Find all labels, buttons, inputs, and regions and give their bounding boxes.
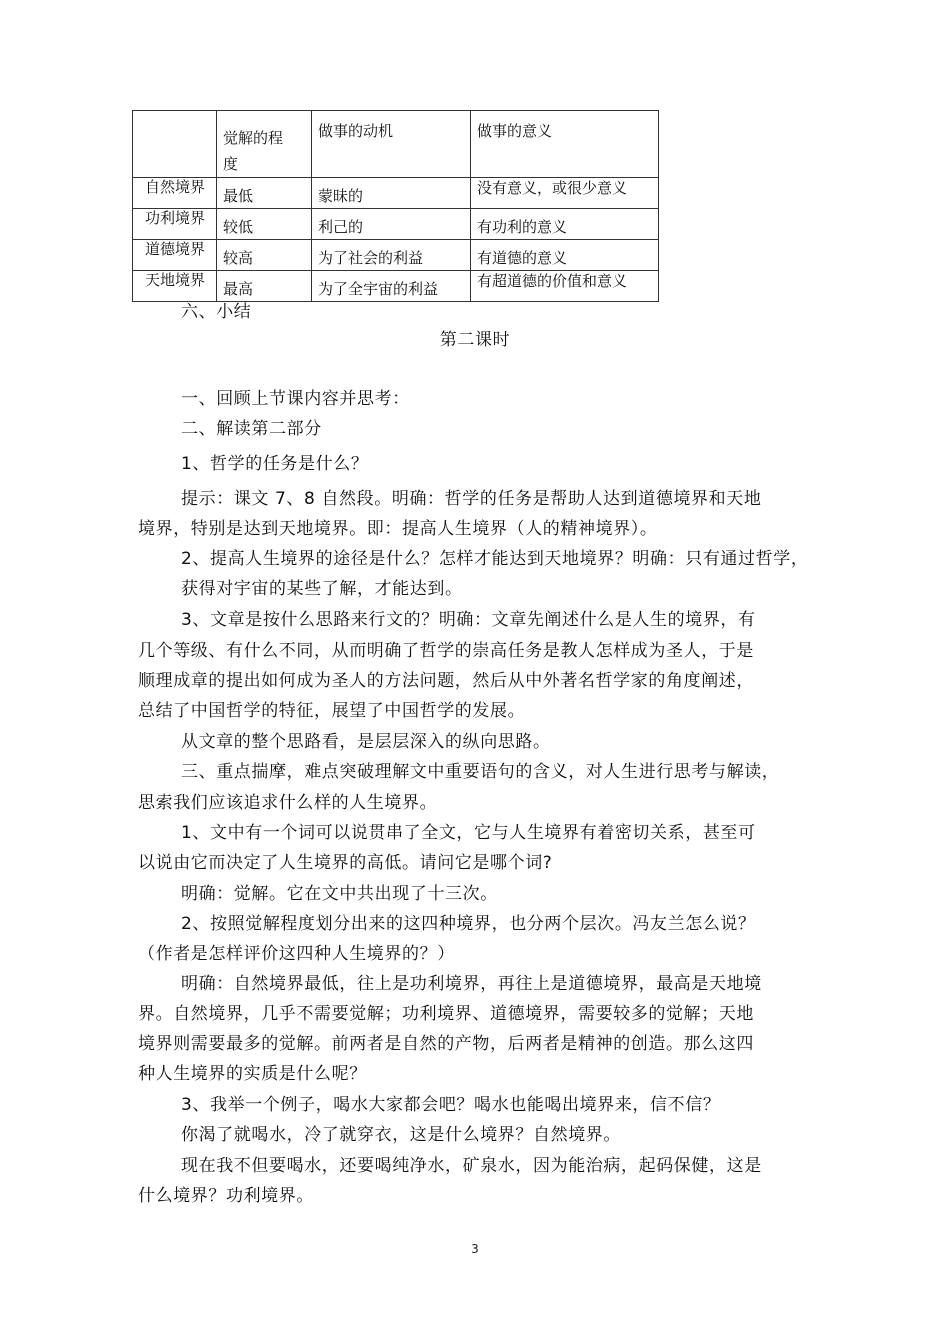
- body-line: 1、文中有一个词可以说贯串了全文，它与人生境界有着密切关系，甚至可: [181, 823, 756, 843]
- body-line: 什么境界？功利境界。: [138, 1186, 314, 1206]
- body-line: 一、回顾上节课内容并思考：: [181, 389, 410, 409]
- table-header-cell: 做事的意义: [471, 111, 659, 178]
- table-cell-degree: 最高: [217, 271, 312, 302]
- body-line: 总结了中国哲学的特征，展望了中国哲学的发展。: [138, 701, 526, 721]
- body-line: 三、重点揣摩，难点突破理解文中重要语句的含义，对人生进行思考与解读，: [181, 762, 780, 782]
- section-heading: 六、小结: [181, 302, 252, 322]
- body-line: 种人生境界的实质是什么呢？: [138, 1064, 367, 1084]
- body-line: 从文章的整个思路看，是层层深入的纵向思路。: [181, 732, 551, 752]
- body-line: 界。自然境界，几乎不需要觉解；功利境界、道德境界，需要较多的觉解；天地: [138, 1004, 754, 1024]
- table-row: [133, 240, 659, 271]
- table-cell-degree: 较高: [217, 240, 312, 271]
- table-row: [133, 178, 659, 209]
- table-cell-realm: 天地境界: [133, 271, 217, 302]
- table-cell-meaning: 有功利的意义: [471, 209, 659, 240]
- table-cell-motive: 利己的: [312, 209, 471, 240]
- body-line: 提示：课文 7、8 自然段。明确：哲学的任务是帮助人达到道德境界和天地: [181, 489, 762, 509]
- body-line: 思索我们应该追求什么样的人生境界。: [138, 793, 438, 813]
- body-line: 明确：自然境界最低，往上是功利境界，再往上是道德境界，最高是天地境: [181, 974, 762, 994]
- body-line: 二、解读第二部分: [181, 419, 322, 439]
- table-cell-degree: 最低: [217, 178, 312, 209]
- table-cell-realm: 功利境界: [133, 209, 217, 240]
- body-line: 现在我不但要喝水，还要喝纯净水，矿泉水，因为能治病，起码保健，这是: [181, 1156, 762, 1176]
- realms-table: [132, 110, 659, 302]
- body-line: 3、我举一个例子，喝水大家都会吧？喝水也能喝出境界来，信不信？: [181, 1095, 721, 1115]
- table-cell-degree: 较低: [217, 209, 312, 240]
- table-header-cell: [133, 111, 217, 178]
- table-cell-meaning: 有超道德的价值和意义: [471, 271, 659, 302]
- table-header-row: [133, 111, 659, 178]
- body-line: 顺理成章的提出如何成为圣人的方法问题，然后从中外著名哲学家的角度阐述，: [138, 671, 754, 691]
- lesson-title: 第二课时: [439, 330, 511, 350]
- table-cell-motive: 为了社会的利益: [312, 240, 471, 271]
- body-line: 3、文章是按什么思路来行文的？明确：文章先阐述什么是人生的境界，有: [181, 610, 756, 630]
- body-line: 2、按照觉解程度划分出来的这四种境界，也分两个层次。冯友兰怎么说？: [181, 914, 756, 934]
- table-header-cell: 觉解的程度: [217, 111, 312, 178]
- table-cell-meaning: 有道德的意义: [471, 240, 659, 271]
- table-cell-meaning: 没有意义，或很少意义: [471, 178, 659, 209]
- body-line: 你渴了就喝水，冷了就穿衣，这是什么境界？自然境界。: [181, 1125, 621, 1145]
- table-row: [133, 209, 659, 240]
- body-line: 境界，特别是达到天地境界。即：提高人生境界（人的精神境界）。: [138, 519, 658, 539]
- body-line: 几个等级、有什么不同，从而明确了哲学的崇高任务是教人怎样成为圣人，于是: [138, 641, 754, 661]
- table-cell-motive: 为了全宇宙的利益: [312, 271, 471, 302]
- page-number: 3: [471, 1242, 479, 1256]
- body-line: 2、提高人生境界的途径是什么？怎样才能达到天地境界？明确：只有通过哲学，: [181, 549, 809, 569]
- table-cell-realm: 道德境界: [133, 240, 217, 271]
- table-cell-realm: 自然境界: [133, 178, 217, 209]
- body-line: 获得对宇宙的某些了解，才能达到。: [181, 579, 463, 599]
- table-header-cell: 做事的动机: [312, 111, 471, 178]
- body-line: 1、哲学的任务是什么？: [181, 454, 369, 474]
- body-line: 境界则需要最多的觉解。前两者是自然的产物，后两者是精神的创造。那么这四: [138, 1034, 754, 1054]
- table-cell-motive: 蒙昧的: [312, 178, 471, 209]
- body-line: 以说由它而决定了人生境界的高低。请问它是哪个词?: [138, 853, 553, 873]
- body-line: （作者是怎样评价这四种人生境界的？）: [138, 944, 455, 964]
- body-line: 明确：觉解。它在文中共出现了十三次。: [181, 884, 498, 904]
